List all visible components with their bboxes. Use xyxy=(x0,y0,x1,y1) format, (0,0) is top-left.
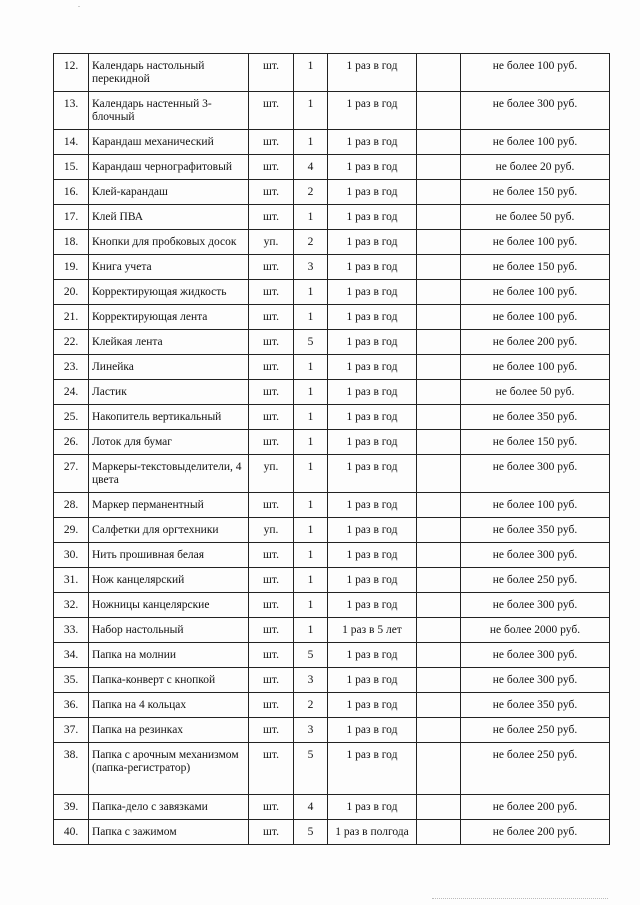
unit-cell: шт. xyxy=(249,668,294,693)
row-number: 25. xyxy=(54,405,89,430)
unit-cell: шт. xyxy=(249,255,294,280)
quantity-cell: 2 xyxy=(294,230,328,255)
frequency-cell: 1 раз в год xyxy=(328,255,417,280)
quantity-cell: 5 xyxy=(294,820,328,845)
empty-cell xyxy=(417,743,461,795)
empty-cell xyxy=(417,405,461,430)
empty-cell xyxy=(417,155,461,180)
item-name: Нить прошивная белая xyxy=(89,543,249,568)
item-name: Корректирующая жидкость xyxy=(89,280,249,305)
table-row xyxy=(54,255,610,280)
quantity-cell: 1 xyxy=(294,205,328,230)
price-cell: не более 300 руб. xyxy=(461,455,610,493)
row-number: 34. xyxy=(54,643,89,668)
item-name: Маркеры-текстовыделители, 4 цвета xyxy=(89,455,249,493)
table-row xyxy=(54,155,610,180)
table-row xyxy=(54,593,610,618)
row-number: 17. xyxy=(54,205,89,230)
quantity-cell: 2 xyxy=(294,693,328,718)
unit-cell: шт. xyxy=(249,380,294,405)
unit-cell: шт. xyxy=(249,795,294,820)
item-name: Салфетки для оргтехники xyxy=(89,518,249,543)
table-row xyxy=(54,405,610,430)
frequency-cell: 1 раз в год xyxy=(328,593,417,618)
quantity-cell: 1 xyxy=(294,355,328,380)
unit-cell: шт. xyxy=(249,155,294,180)
unit-cell: шт. xyxy=(249,493,294,518)
price-cell: не более 100 руб. xyxy=(461,355,610,380)
frequency-cell: 1 раз в год xyxy=(328,330,417,355)
empty-cell xyxy=(417,230,461,255)
quantity-cell: 3 xyxy=(294,718,328,743)
price-cell: не более 100 руб. xyxy=(461,280,610,305)
frequency-cell: 1 раз в год xyxy=(328,795,417,820)
quantity-cell: 2 xyxy=(294,180,328,205)
frequency-cell: 1 раз в год xyxy=(328,493,417,518)
quantity-cell: 1 xyxy=(294,305,328,330)
quantity-cell: 1 xyxy=(294,130,328,155)
frequency-cell: 1 раз в год xyxy=(328,518,417,543)
empty-cell xyxy=(417,205,461,230)
price-cell: не более 350 руб. xyxy=(461,693,610,718)
price-cell: не более 100 руб. xyxy=(461,54,610,92)
frequency-cell: 1 раз в год xyxy=(328,92,417,130)
item-name: Папка на молнии xyxy=(89,643,249,668)
empty-cell xyxy=(417,693,461,718)
row-number: 20. xyxy=(54,280,89,305)
empty-cell xyxy=(417,330,461,355)
table-row xyxy=(54,743,610,795)
quantity-cell: 4 xyxy=(294,155,328,180)
price-cell: не более 300 руб. xyxy=(461,543,610,568)
item-name: Книга учета xyxy=(89,255,249,280)
item-name: Ножницы канцелярские xyxy=(89,593,249,618)
row-number: 29. xyxy=(54,518,89,543)
row-number: 22. xyxy=(54,330,89,355)
item-name: Папка с арочным механизмом (папка-регистратор) xyxy=(89,743,249,795)
frequency-cell: 1 раз в год xyxy=(328,130,417,155)
empty-cell xyxy=(417,305,461,330)
price-cell: не более 300 руб. xyxy=(461,92,610,130)
unit-cell: шт. xyxy=(249,355,294,380)
table-row xyxy=(54,518,610,543)
table-row xyxy=(54,543,610,568)
empty-cell xyxy=(417,568,461,593)
quantity-cell: 1 xyxy=(294,568,328,593)
item-name: Ластик xyxy=(89,380,249,405)
empty-cell xyxy=(417,92,461,130)
quantity-cell: 5 xyxy=(294,330,328,355)
table-row xyxy=(54,820,610,845)
unit-cell: шт. xyxy=(249,130,294,155)
table-row xyxy=(54,230,610,255)
empty-cell xyxy=(417,493,461,518)
table-row xyxy=(54,643,610,668)
price-cell: не более 150 руб. xyxy=(461,255,610,280)
row-number: 30. xyxy=(54,543,89,568)
row-number: 28. xyxy=(54,493,89,518)
price-cell: не более 100 руб. xyxy=(461,130,610,155)
unit-cell: шт. xyxy=(249,743,294,795)
unit-cell: шт. xyxy=(249,405,294,430)
quantity-cell: 1 xyxy=(294,455,328,493)
table-row xyxy=(54,618,610,643)
price-cell: не более 50 руб. xyxy=(461,380,610,405)
unit-cell: шт. xyxy=(249,618,294,643)
unit-cell: шт. xyxy=(249,54,294,92)
item-name: Папка с зажимом xyxy=(89,820,249,845)
empty-cell xyxy=(417,618,461,643)
empty-cell xyxy=(417,593,461,618)
row-number: 16. xyxy=(54,180,89,205)
item-name: Кнопки для пробковых досок xyxy=(89,230,249,255)
quantity-cell: 1 xyxy=(294,593,328,618)
table-row xyxy=(54,430,610,455)
frequency-cell: 1 раз в год xyxy=(328,355,417,380)
price-cell: не более 50 руб. xyxy=(461,205,610,230)
table-row xyxy=(54,568,610,593)
item-name: Корректирующая лента xyxy=(89,305,249,330)
table-row xyxy=(54,718,610,743)
empty-cell xyxy=(417,180,461,205)
frequency-cell: 1 раз в год xyxy=(328,455,417,493)
table-row xyxy=(54,280,610,305)
table-row xyxy=(54,493,610,518)
unit-cell: шт. xyxy=(249,693,294,718)
price-cell: не более 150 руб. xyxy=(461,430,610,455)
price-cell: не более 100 руб. xyxy=(461,493,610,518)
item-name: Папка-конверт с кнопкой xyxy=(89,668,249,693)
unit-cell: шт. xyxy=(249,568,294,593)
unit-cell: шт. xyxy=(249,593,294,618)
row-number: 38. xyxy=(54,743,89,795)
quantity-cell: 1 xyxy=(294,92,328,130)
frequency-cell: 1 раз в 5 лет xyxy=(328,618,417,643)
price-cell: не более 100 руб. xyxy=(461,230,610,255)
frequency-cell: 1 раз в год xyxy=(328,155,417,180)
unit-cell: шт. xyxy=(249,820,294,845)
price-cell: не более 20 руб. xyxy=(461,155,610,180)
item-name: Карандаш механический xyxy=(89,130,249,155)
unit-cell: шт. xyxy=(249,92,294,130)
unit-cell: шт. xyxy=(249,305,294,330)
quantity-cell: 1 xyxy=(294,405,328,430)
quantity-cell: 3 xyxy=(294,668,328,693)
quantity-cell: 1 xyxy=(294,493,328,518)
frequency-cell: 1 раз в год xyxy=(328,280,417,305)
quantity-cell: 3 xyxy=(294,255,328,280)
item-name: Нож канцелярский xyxy=(89,568,249,593)
quantity-cell: 1 xyxy=(294,280,328,305)
quantity-cell: 5 xyxy=(294,743,328,795)
frequency-cell: 1 раз в год xyxy=(328,643,417,668)
empty-cell xyxy=(417,455,461,493)
unit-cell: шт. xyxy=(249,180,294,205)
item-name: Клей-карандаш xyxy=(89,180,249,205)
row-number: 33. xyxy=(54,618,89,643)
frequency-cell: 1 раз в год xyxy=(328,380,417,405)
supplies-table xyxy=(53,53,610,845)
frequency-cell: 1 раз в год xyxy=(328,180,417,205)
table-body xyxy=(54,54,610,845)
price-cell: не более 200 руб. xyxy=(461,795,610,820)
frequency-cell: 1 раз в год xyxy=(328,743,417,795)
item-name: Папка-дело с завязками xyxy=(89,795,249,820)
item-name: Папка на резинках xyxy=(89,718,249,743)
frequency-cell: 1 раз в год xyxy=(328,205,417,230)
price-cell: не более 100 руб. xyxy=(461,305,610,330)
table-row xyxy=(54,795,610,820)
empty-cell xyxy=(417,820,461,845)
unit-cell: шт. xyxy=(249,205,294,230)
price-cell: не более 300 руб. xyxy=(461,643,610,668)
price-cell: не более 250 руб. xyxy=(461,568,610,593)
row-number: 13. xyxy=(54,92,89,130)
table-row xyxy=(54,668,610,693)
row-number: 40. xyxy=(54,820,89,845)
item-name: Маркер перманентный xyxy=(89,493,249,518)
empty-cell xyxy=(417,518,461,543)
unit-cell: шт. xyxy=(249,430,294,455)
price-cell: не более 350 руб. xyxy=(461,518,610,543)
empty-cell xyxy=(417,54,461,92)
row-number: 14. xyxy=(54,130,89,155)
table-row xyxy=(54,54,610,92)
row-number: 32. xyxy=(54,593,89,618)
item-name: Папка на 4 кольцах xyxy=(89,693,249,718)
row-number: 18. xyxy=(54,230,89,255)
quantity-cell: 1 xyxy=(294,430,328,455)
quantity-cell: 5 xyxy=(294,643,328,668)
table-row xyxy=(54,330,610,355)
table-row xyxy=(54,180,610,205)
item-name: Линейка xyxy=(89,355,249,380)
row-number: 36. xyxy=(54,693,89,718)
frequency-cell: 1 раз в год xyxy=(328,668,417,693)
empty-cell xyxy=(417,430,461,455)
item-name: Карандаш чернографитовый xyxy=(89,155,249,180)
table-row xyxy=(54,455,610,493)
empty-cell xyxy=(417,643,461,668)
frequency-cell: 1 раз в полгода xyxy=(328,820,417,845)
unit-cell: шт. xyxy=(249,543,294,568)
row-number: 12. xyxy=(54,54,89,92)
price-cell: не более 350 руб. xyxy=(461,405,610,430)
scan-speck xyxy=(78,6,80,7)
row-number: 26. xyxy=(54,430,89,455)
frequency-cell: 1 раз в год xyxy=(328,718,417,743)
quantity-cell: 4 xyxy=(294,795,328,820)
frequency-cell: 1 раз в год xyxy=(328,430,417,455)
quantity-cell: 1 xyxy=(294,543,328,568)
frequency-cell: 1 раз в год xyxy=(328,305,417,330)
table-row xyxy=(54,355,610,380)
quantity-cell: 1 xyxy=(294,618,328,643)
row-number: 19. xyxy=(54,255,89,280)
empty-cell xyxy=(417,380,461,405)
unit-cell: уп. xyxy=(249,455,294,493)
price-cell: не более 250 руб. xyxy=(461,743,610,795)
item-name: Календарь настольный перекидной xyxy=(89,54,249,92)
empty-cell xyxy=(417,280,461,305)
price-cell: не более 300 руб. xyxy=(461,668,610,693)
frequency-cell: 1 раз в год xyxy=(328,230,417,255)
quantity-cell: 1 xyxy=(294,54,328,92)
row-number: 15. xyxy=(54,155,89,180)
row-number: 35. xyxy=(54,668,89,693)
frequency-cell: 1 раз в год xyxy=(328,693,417,718)
empty-cell xyxy=(417,795,461,820)
item-name: Клей ПВА xyxy=(89,205,249,230)
row-number: 37. xyxy=(54,718,89,743)
row-number: 39. xyxy=(54,795,89,820)
item-name: Лоток для бумаг xyxy=(89,430,249,455)
empty-cell xyxy=(417,543,461,568)
quantity-cell: 1 xyxy=(294,380,328,405)
empty-cell xyxy=(417,355,461,380)
table-row xyxy=(54,92,610,130)
table-row xyxy=(54,305,610,330)
item-name: Клейкая лента xyxy=(89,330,249,355)
row-number: 21. xyxy=(54,305,89,330)
price-cell: не более 2000 руб. xyxy=(461,618,610,643)
empty-cell xyxy=(417,255,461,280)
frequency-cell: 1 раз в год xyxy=(328,543,417,568)
price-cell: не более 200 руб. xyxy=(461,820,610,845)
item-name: Календарь настенный 3-блочный xyxy=(89,92,249,130)
item-name: Набор настольный xyxy=(89,618,249,643)
row-number: 24. xyxy=(54,380,89,405)
unit-cell: шт. xyxy=(249,718,294,743)
frequency-cell: 1 раз в год xyxy=(328,54,417,92)
price-cell: не более 250 руб. xyxy=(461,718,610,743)
price-cell: не более 200 руб. xyxy=(461,330,610,355)
quantity-cell: 1 xyxy=(294,518,328,543)
scan-edge-line xyxy=(432,898,608,899)
unit-cell: шт. xyxy=(249,280,294,305)
unit-cell: шт. xyxy=(249,330,294,355)
unit-cell: уп. xyxy=(249,518,294,543)
unit-cell: уп. xyxy=(249,230,294,255)
table-row xyxy=(54,130,610,155)
item-name: Накопитель вертикальный xyxy=(89,405,249,430)
frequency-cell: 1 раз в год xyxy=(328,405,417,430)
price-cell: не более 150 руб. xyxy=(461,180,610,205)
row-number: 27. xyxy=(54,455,89,493)
price-cell: не более 300 руб. xyxy=(461,593,610,618)
row-number: 31. xyxy=(54,568,89,593)
table-row xyxy=(54,205,610,230)
row-number: 23. xyxy=(54,355,89,380)
empty-cell xyxy=(417,718,461,743)
frequency-cell: 1 раз в год xyxy=(328,568,417,593)
empty-cell xyxy=(417,668,461,693)
empty-cell xyxy=(417,130,461,155)
table-row xyxy=(54,693,610,718)
table-row xyxy=(54,380,610,405)
unit-cell: шт. xyxy=(249,643,294,668)
